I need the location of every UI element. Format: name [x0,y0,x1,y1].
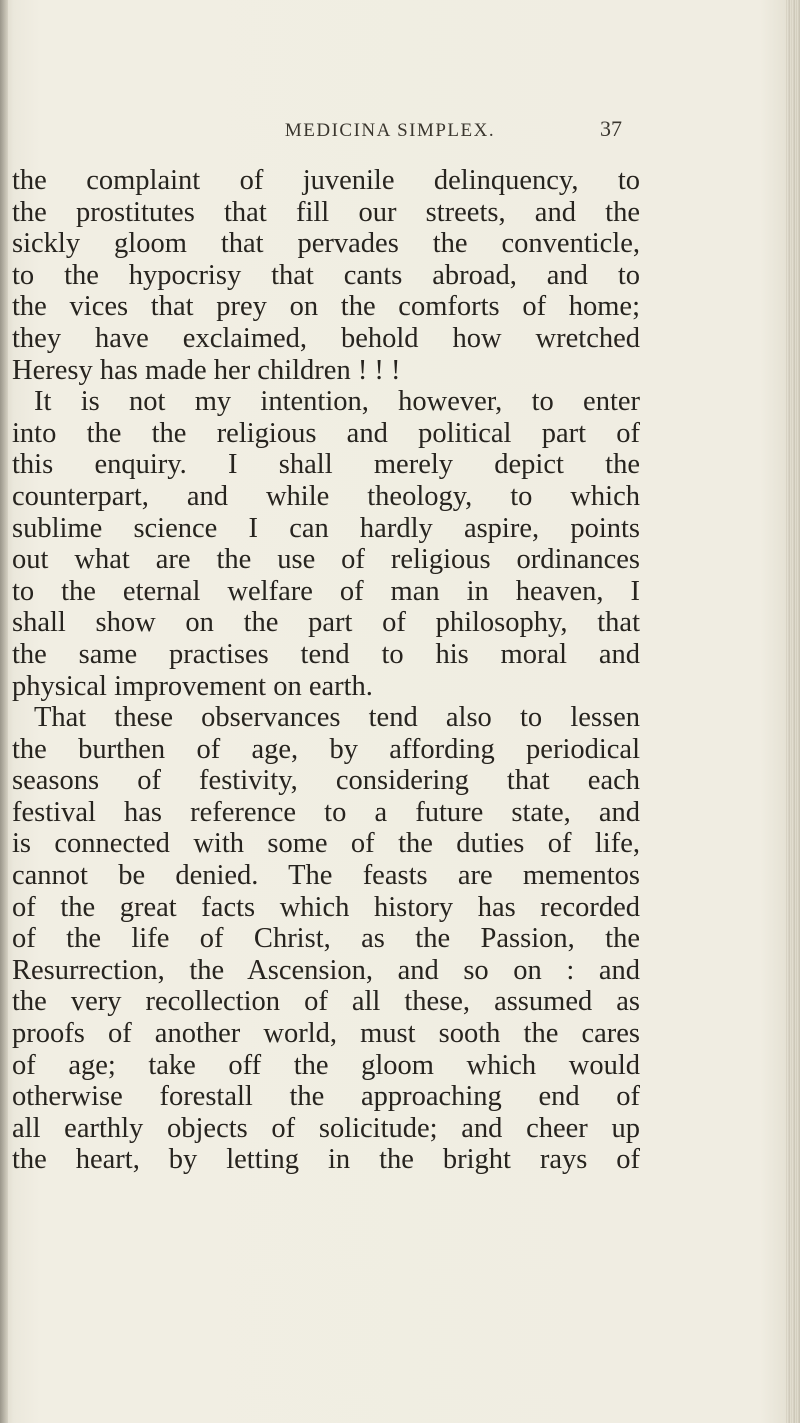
page-gutter-shadow [0,0,8,1423]
text-line: of age; take off the gloom which would [12,1049,640,1081]
text-line: this enquiry. I shall merely depict the [12,449,640,481]
text-line: they have exclaimed, behold how wretched [12,322,640,354]
running-title: MEDICINA SIMPLEX. [284,120,496,141]
text-line: the very recollection of all these, assumed as [12,986,640,1018]
text-line: sublime science I can hardly aspire, points [12,512,640,544]
text-line: Resurrection, the Ascension, and so on : and [12,954,640,986]
text-line: the prostitutes that fill our streets, and the [12,196,640,228]
text-line: festival has reference to a future state, and [12,796,640,828]
text-line: the burthen of age, by affording periodical [12,733,640,765]
text-line: all earthly objects of solicitude; and cheer up [12,1112,640,1144]
text-line: Heresy has made her children ! ! ! [12,354,401,386]
text-line: It is not my intention, however, to enter [34,386,640,418]
text-line: out what are the use of religious ordinances [12,544,640,576]
running-head [0,116,800,150]
text-line: the same practises tend to his moral and [12,638,640,670]
text-line: sickly gloom that pervades the conventicle, [12,228,640,260]
text-line: physical improvement on earth. [12,670,373,702]
text-line: the heart, by letting in the bright rays of [12,1144,640,1176]
text-line: of the life of Christ, as the Passion, the [12,923,640,955]
text-line: proofs of another world, must sooth the cares [12,1018,640,1050]
text-line: otherwise forestall the approaching end of [12,1081,640,1113]
text-line: shall show on the part of philosophy, that [12,607,640,639]
text-line: to the eternal welfare of man in heaven, I [12,575,640,607]
text-line: of the great facts which history has recorded [12,891,640,923]
page-edge-stack [786,0,800,1423]
text-line: into the the religious and political part of [12,417,640,449]
text-line: is connected with some of the duties of life, [12,828,640,860]
text-line: to the hypocrisy that cants abroad, and to [12,259,640,291]
text-line: the complaint of juvenile delinquency, to [12,165,640,196]
body-text [12,165,640,1176]
text-line: counterpart, and while theology, to which [12,480,640,512]
text-line: the vices that prey on the comforts of home; [12,291,640,323]
text-line: seasons of festivity, considering that each [12,765,640,797]
page-number: 37 [600,116,622,141]
text-line: That these observances tend also to lessen [34,702,640,734]
text-line: cannot be denied. The feasts are mementos [12,860,640,892]
